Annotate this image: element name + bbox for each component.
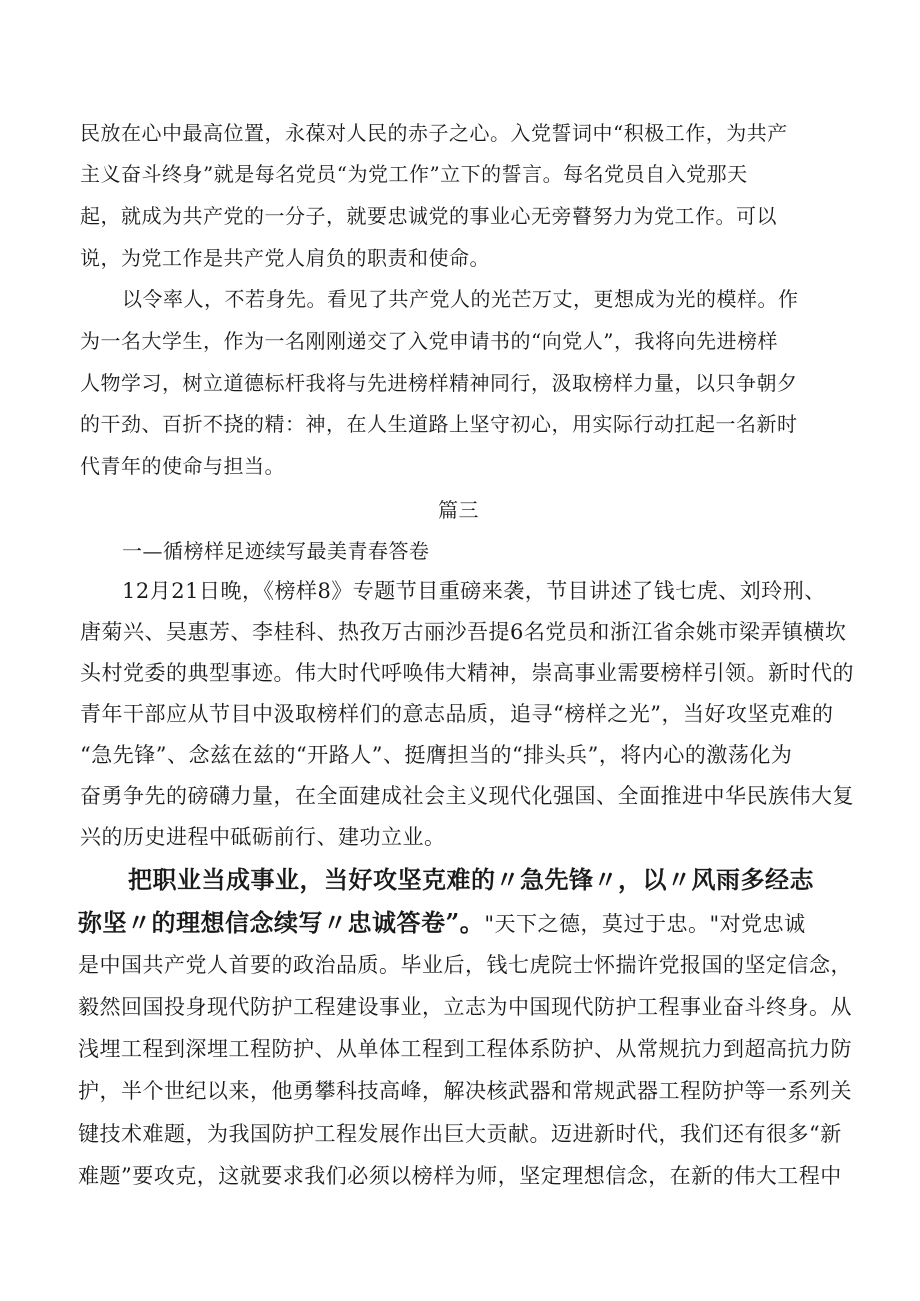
bold-lead-sentence: 把职业当成事业，当好攻坚克难的〃急先锋〃，以〃风雨多经志 [128, 865, 814, 894]
paragraph-line: 毅然回国投身现代防护工程建设事业，立志为中国现代防护工程事业奋斗终身。从 [78, 995, 852, 1019]
bold-lead-sentence-end: 弥坚〃的理想信念续写〃忠诚答卷”。 [78, 908, 485, 937]
paragraph-line: 12月21日晚，《榜样8》专题节目重磅来袭，节目讲述了钱七虎、刘玲刑、 [122, 579, 826, 603]
paragraph-line: “急先锋”、念兹在兹的“开路人”、挺膺担当的“排头兵”，将内心的激荡化为 [80, 743, 793, 767]
paragraph-line: 代青年的使命与担当。 [80, 454, 285, 478]
paragraph-line: 难题”要攻克，这就要求我们必须以榜样为师，坚定理想信念，在新的伟大工程中 [78, 1164, 842, 1188]
paragraph-line: 民放在心中最高位置，永葆对人民的赤子之心。入党誓词中“积极工作，为共产 [80, 121, 788, 145]
section-heading: 篇三 [438, 498, 479, 522]
paragraph-line: 奋勇争先的磅礴力量，在全面建成社会主义现代化强国、全面推进中华民族伟大复 [80, 784, 854, 808]
paragraph-line: 以令率人，不若身先。看见了共产党人的光芒万丈，更想成为光的模样。作 [122, 287, 799, 311]
paragraph-line: 兴的历史进程中砥砺前行、建功立业。 [80, 825, 446, 849]
paragraph-line: 键技术难题，为我国防护工程发展作出巨大贡献。迈进新时代，我们还有很多“新 [78, 1122, 842, 1146]
paragraph-line: 为一名大学生，作为一名刚刚递交了入党申请书的“向党人”，我将向先进榜样 [80, 329, 778, 353]
paragraph-line: 浅埋工程到深埋工程防护、从单体工程到工程体系防护、从常规抗力到超高抗力防 [78, 1037, 852, 1061]
section-subtitle: 一—循榜样足迹续写最美青春答卷 [122, 539, 430, 563]
paragraph-line: 是中国共产党人首要的政治品质。毕业后，钱七虎院士怀揣许党报国的坚定信念， [78, 953, 852, 977]
paragraph-line: 头村党委的典型事迹。伟大时代呼唤伟大精神，崇高事业需要榜样引领。新时代的 [80, 661, 854, 685]
paragraph-line: 主义奋斗终身”就是每名党员“为党工作”立下的誓言。每名党员自入党那天 [80, 162, 748, 186]
paragraph-line: 起，就成为共产党的一分子，就要忠诚党的事业心无旁瞽努力为党工作。可以 [80, 204, 777, 228]
paragraph-line: 护，半个世纪以来，他勇攀科技高峰，解决核武器和常规武器工程防护等一系列关 [78, 1079, 852, 1103]
paragraph-line: 唐菊兴、吴惠芳、李桂科、热孜万古丽沙吾提6名党员和浙江省余姚市梁弄镇横坎 [80, 620, 847, 644]
quote-text: "天下之德，莫过于忠。"对党忠诚 [484, 912, 806, 936]
paragraph-line: 青年干部应从节目中汲取榜样们的意志品质，追寻“榜样之光”，当好攻坚克难的 [80, 702, 834, 726]
paragraph-line-mixed [78, 903, 806, 938]
paragraph-line: 的干劲、百折不挠的精：神，在人生道路上坚守初心，用实际行动扛起一名新时 [80, 412, 798, 436]
paragraph-line: 说，为党工作是共产党人肩负的职责和使命。 [80, 246, 490, 270]
paragraph-line: 人物学习，树立道德标杆我将与先进榜样精神同行，汲取榜样力量，以只争朝夕 [80, 371, 798, 395]
